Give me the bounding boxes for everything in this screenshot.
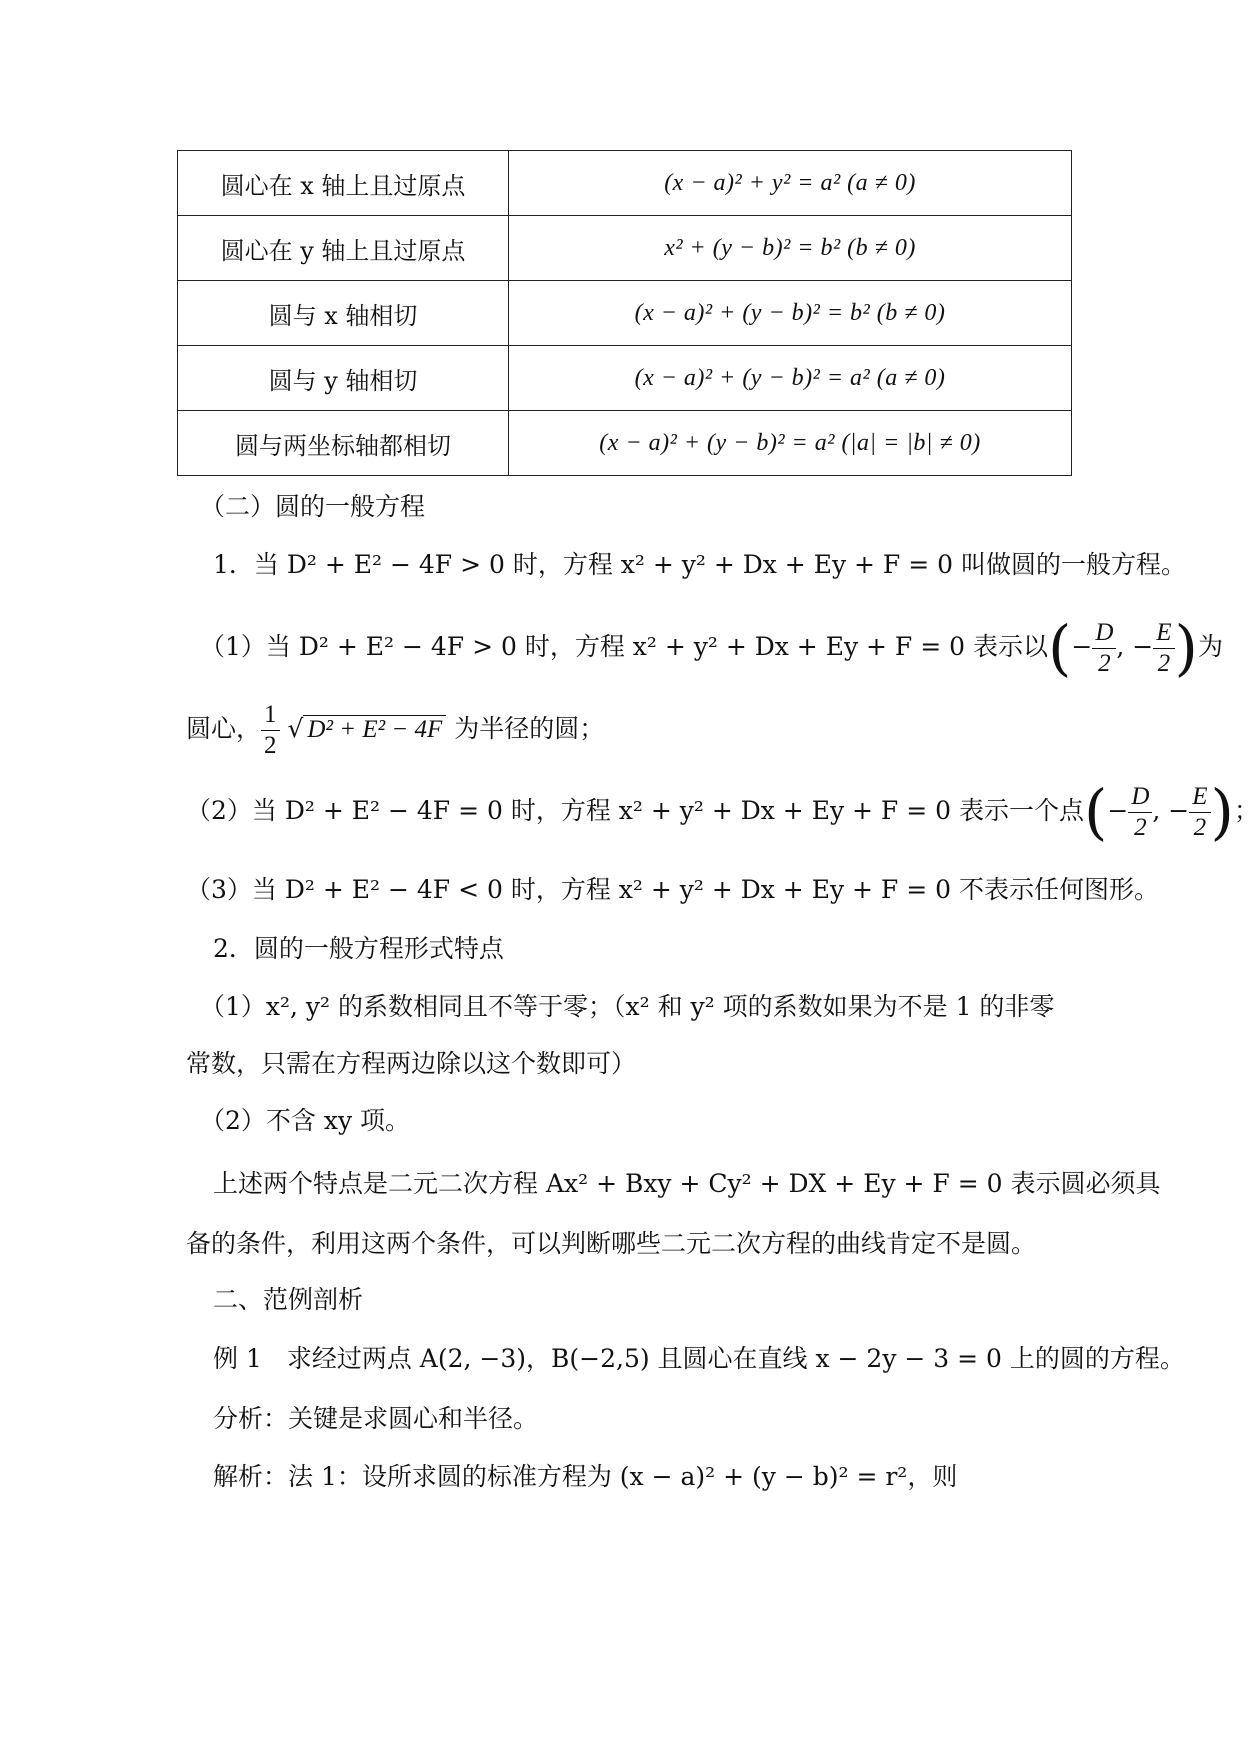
analysis-line: 分析：关键是求圆心和半径。 xyxy=(213,1404,539,1433)
fraction-denominator: 2 xyxy=(1193,814,1207,841)
point-y-fraction xyxy=(1189,782,1210,843)
fraction-numerator: E xyxy=(1189,782,1210,813)
right-paren: ) xyxy=(1210,777,1234,848)
minus-sign: − xyxy=(1132,632,1154,661)
left-paren: ( xyxy=(1083,777,1108,848)
point-x-fraction xyxy=(1128,782,1152,843)
center-y-fraction xyxy=(1153,618,1174,679)
case-2-text: （2）当 D² + E² − 4F = 0 时，方程 x² + y² + Dx + Ey + F = 0 表示一个点 xyxy=(186,796,1084,825)
center-x-fraction xyxy=(1092,618,1116,679)
table-row xyxy=(178,216,1072,281)
case-1-line-a: （1）当 D² + E² − 4F > 0 时，方程 x² + y² + Dx + Ey + F = 0 表示以(− $\frac{D}{2}$ , − $\frac{E}{2}$ )为 xyxy=(200,613,1223,684)
condition-cell: 圆心在 y 轴上且过原点 xyxy=(178,216,509,281)
case-2-line: （2）当 D² + E² − 4F = 0 时，方程 x² + y² + Dx + Ey + F = 0 表示一个点(− $\frac{D}{2}$ , − $\frac{E}{2}$ )； xyxy=(186,777,1259,848)
minus-sign: − xyxy=(1107,796,1129,825)
example-1: 例 1 求经过两点 A(2, −3)，B(−2,5) 且圆心在直线 x − 2y − 3 = 0 上的圆的方程。 xyxy=(213,1344,1185,1373)
circle-condition-table xyxy=(177,150,1072,476)
fraction-denominator: 2 xyxy=(1134,814,1147,841)
summary-line-b: 备的条件，利用这两个条件，可以判断哪些二元二次方程的曲线肯定不是圆。 xyxy=(186,1229,1037,1258)
minus-sign: − xyxy=(1071,632,1093,661)
condition-cell: 圆与 y 轴相切 xyxy=(178,346,509,411)
condition-cell: 圆心在 x 轴上且过原点 xyxy=(178,151,509,216)
paragraph-definition: 1．当 D² + E² − 4F > 0 时，方程 x² + y² + Dx + Ey + F = 0 叫做圆的一般方程。 xyxy=(213,550,1186,579)
section-form-features: 2．圆的一般方程形式特点 xyxy=(213,934,504,963)
equation-cell: (x − a)² + (y − b)² = a² (a ≠ 0) xyxy=(509,346,1072,411)
case-1-text: （1）当 D² + E² − 4F > 0 时，方程 x² + y² + Dx + Ey + F = 0 表示以 xyxy=(200,632,1048,661)
section-heading-general-equation: （二）圆的一般方程 xyxy=(200,492,426,521)
left-paren: ( xyxy=(1047,613,1072,684)
right-paren: ) xyxy=(1174,613,1198,684)
equation-cell: (x − a)² + (y − b)² = b² (b ≠ 0) xyxy=(509,281,1072,346)
section-heading-examples: 二、范例剖析 xyxy=(213,1285,364,1314)
table-row xyxy=(178,411,1072,476)
case-1-radius-text: 为半径的圆； xyxy=(454,714,605,743)
fraction-denominator: 2 xyxy=(1157,650,1171,677)
summary-line-a: 上述两个特点是二元二次方程 Ax² + Bxy + Cy² + DX + Ey + F = 0 表示圆必须具 xyxy=(213,1169,1161,1198)
table-row xyxy=(178,281,1072,346)
case-2-tail: ； xyxy=(1233,796,1259,825)
half-fraction xyxy=(261,700,280,761)
case-1-tail: 为 xyxy=(1197,632,1223,661)
fraction-numerator: D xyxy=(1092,618,1116,649)
solution-line: 解析：法 1：设所求圆的标准方程为 (x − a)² + (y − b)² = r²，则 xyxy=(213,1462,958,1491)
condition-cell: 圆与两坐标轴都相切 xyxy=(178,411,509,476)
equation-cell: (x − a)² + y² = a² (a ≠ 0) xyxy=(509,151,1072,216)
case-3-line: （3）当 D² + E² − 4F < 0 时，方程 x² + y² + Dx + Ey + F = 0 不表示任何图形。 xyxy=(186,875,1159,904)
feature-1-line-b: 常数，只需在方程两边除以这个数即可） xyxy=(186,1049,637,1078)
equation-cell: x² + (y − b)² = b² (b ≠ 0) xyxy=(509,216,1072,281)
feature-2-line: （2）不含 xy 项。 xyxy=(200,1106,411,1135)
case-1-line-b: 圆心， $\frac{1}{2}$ √ D² + E² − 4F 为半径的圆； xyxy=(186,701,605,759)
equation-cell: (x − a)² + (y − b)² = a² (|a| = |b| ≠ 0) xyxy=(509,411,1072,476)
radius-sqrt: D² + E² − 4F xyxy=(303,715,446,743)
fraction-denominator: 2 xyxy=(264,732,277,759)
fraction-numerator: 1 xyxy=(261,700,280,731)
table-row xyxy=(178,151,1072,216)
minus-sign: − xyxy=(1168,796,1190,825)
fraction-numerator: D xyxy=(1128,782,1152,813)
feature-1-line-a: （1）x², y² 的系数相同且不等于零；（x² 和 y² 项的系数如果为不是 1 的非零 xyxy=(200,992,1055,1021)
condition-cell: 圆与 x 轴相切 xyxy=(178,281,509,346)
fraction-denominator: 2 xyxy=(1098,650,1111,677)
fraction-numerator: E xyxy=(1153,618,1174,649)
case-1-center-label: 圆心， xyxy=(186,714,262,743)
table-row xyxy=(178,346,1072,411)
